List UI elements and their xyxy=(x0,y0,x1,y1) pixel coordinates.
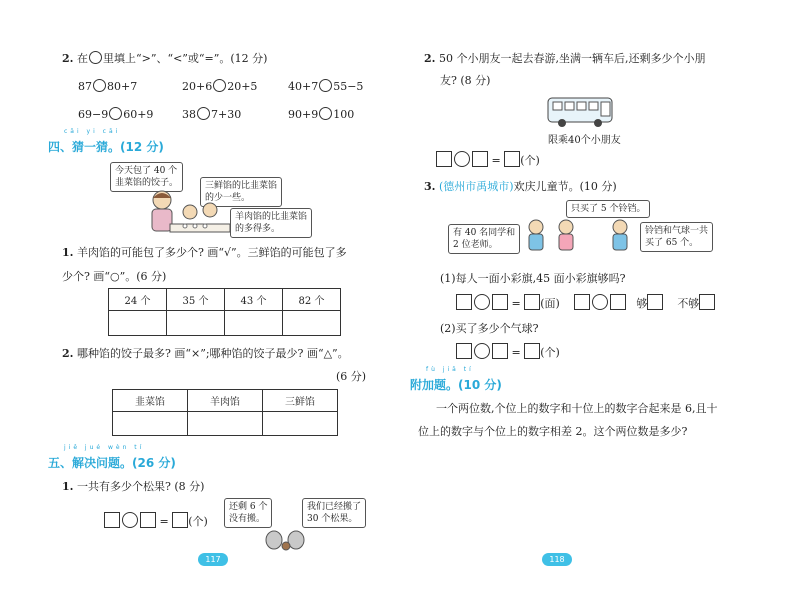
answer-box[interactable] xyxy=(472,151,488,167)
compare-circle[interactable] xyxy=(319,107,332,120)
answer-cell[interactable] xyxy=(283,311,341,336)
answer-cell[interactable] xyxy=(113,412,188,436)
answer-cell[interactable] xyxy=(167,311,225,336)
equation-right-q3-2: = (个) xyxy=(456,343,560,360)
checkbox-enough[interactable] xyxy=(647,294,663,310)
section-5-title: 五、解决问题。(26 分) xyxy=(48,456,176,470)
bonus-line2: 位上的数字与个位上的数字相差 2。这个两位数是多少? xyxy=(418,425,688,438)
table-cell: 82 个 xyxy=(283,289,341,311)
speech-bubble-8: 铃铛和气球一共 买了 65 个。 xyxy=(640,222,713,252)
answer-cell[interactable] xyxy=(109,311,167,336)
guess-count-table xyxy=(108,288,341,336)
right-q2-line2: 友? (8 分) xyxy=(440,74,491,87)
operator-circle[interactable] xyxy=(122,512,138,528)
bus-illustration xyxy=(546,94,616,130)
table-cell: 24 个 xyxy=(109,289,167,311)
q4-2-line1: 2. 哪种馅的饺子最多? 画“×”;哪种馅的饺子最少? 画“△”。 xyxy=(62,347,349,360)
left-q2-title: 2. 在 里填上“>”、“<”或“=”。(12 分) xyxy=(62,52,268,65)
speech-bubble-1: 今天包了 40 个 韭菜馅的饺子。 xyxy=(110,162,183,192)
equation-right-q2: = (个) xyxy=(436,151,540,168)
answer-cell[interactable] xyxy=(263,412,338,436)
right-q3-sub1: (1)每人一面小彩旗,45 面小彩旗够吗? xyxy=(440,272,626,285)
q5-1-title: 1. 一共有多少个松果? (8 分) xyxy=(62,480,205,493)
checkbox-not-enough[interactable] xyxy=(699,294,715,310)
answer-box[interactable] xyxy=(456,294,472,310)
sec4-pinyin: cāi yi cāi xyxy=(64,128,121,135)
answer-box[interactable] xyxy=(456,343,472,359)
bus-label: 限乘40个小朋友 xyxy=(548,135,621,146)
answer-cell[interactable] xyxy=(188,412,263,436)
answer-cell[interactable] xyxy=(225,311,283,336)
speech-bubble-3: 羊肉馅的比韭菜馅 的多得多。 xyxy=(230,208,312,238)
compare-circle[interactable] xyxy=(197,107,210,120)
speech-bubble-6: 有 40 名同学和 2 位老师。 xyxy=(448,224,520,254)
speech-bubble-4: 还剩 6 个 没有搬。 xyxy=(224,498,272,528)
right-q3-sub2: (2)买了多少个气球? xyxy=(440,322,539,335)
compare-circle[interactable] xyxy=(319,79,332,92)
answer-box[interactable] xyxy=(610,294,626,310)
answer-box[interactable] xyxy=(140,512,156,528)
answer-box[interactable] xyxy=(436,151,452,167)
operator-circle[interactable] xyxy=(454,151,470,167)
answer-box[interactable] xyxy=(504,151,520,167)
circle-blank[interactable] xyxy=(89,51,102,64)
q4-1-line1: 1. 羊肉馅的可能包了多少个? 画“√”。三鲜馅的可能包了多 xyxy=(62,246,347,259)
bonus-line1: 一个两位数,个位上的数字和十位上的数字合起来是 6,且十 xyxy=(436,402,718,415)
equation-q5-1: = (个) xyxy=(104,512,208,529)
page-number-right: 118 xyxy=(542,553,572,566)
answer-box[interactable] xyxy=(172,512,188,528)
answer-box[interactable] xyxy=(524,294,540,310)
page-number-left: 117 xyxy=(198,553,228,566)
bonus-title: 附加题。(10 分) xyxy=(410,378,502,392)
right-q3-title: 3. (德州市禹城市)欢庆儿童节。(10 分) xyxy=(424,180,617,193)
q4-1-line2: 少个? 画“○”。(6 分) xyxy=(62,270,167,283)
compare-circle[interactable] xyxy=(109,107,122,120)
sec5-pinyin: jiě jué wèn tí xyxy=(64,444,145,451)
filling-table xyxy=(112,389,338,436)
compare-circle[interactable] xyxy=(213,79,226,92)
operator-circle[interactable] xyxy=(474,294,490,310)
dumpling-scene-illustration xyxy=(140,188,235,238)
equation-right-q3-1: = (面) 够 不够 xyxy=(456,294,715,311)
answer-box[interactable] xyxy=(104,512,120,528)
answer-box[interactable] xyxy=(492,343,508,359)
operator-circle[interactable] xyxy=(474,343,490,359)
compare-circle[interactable] xyxy=(93,79,106,92)
region-tag: (德州市禹城市) xyxy=(438,180,514,193)
operator-circle[interactable] xyxy=(592,294,608,310)
table-cell: 韭菜馅 xyxy=(113,390,188,412)
children-illustration xyxy=(522,218,632,260)
answer-box[interactable] xyxy=(524,343,540,359)
squirrel-illustration xyxy=(262,526,312,552)
table-cell: 43 个 xyxy=(225,289,283,311)
section-4-title: 四、猜一猜。(12 分) xyxy=(48,140,164,154)
answer-box[interactable] xyxy=(492,294,508,310)
q4-2-score: (6 分) xyxy=(336,370,367,383)
table-cell: 35 个 xyxy=(167,289,225,311)
speech-bubble-2: 三鲜馅的比韭菜馅 的少一些。 xyxy=(200,177,282,207)
answer-box[interactable] xyxy=(574,294,590,310)
right-q2-line1: 2. 50 个小朋友一起去春游,坐满一辆车后,还剩多少个小朋 xyxy=(424,52,706,65)
table-cell: 三鲜馅 xyxy=(263,390,338,412)
table-cell: 羊肉馅 xyxy=(188,390,263,412)
speech-bubble-5: 我们已经搬了 30 个松果。 xyxy=(302,498,366,528)
speech-bubble-7: 只买了 5 个铃铛。 xyxy=(566,200,650,218)
bonus-pinyin: fù jiā tí xyxy=(426,366,474,373)
q-number: 2. xyxy=(62,52,74,65)
